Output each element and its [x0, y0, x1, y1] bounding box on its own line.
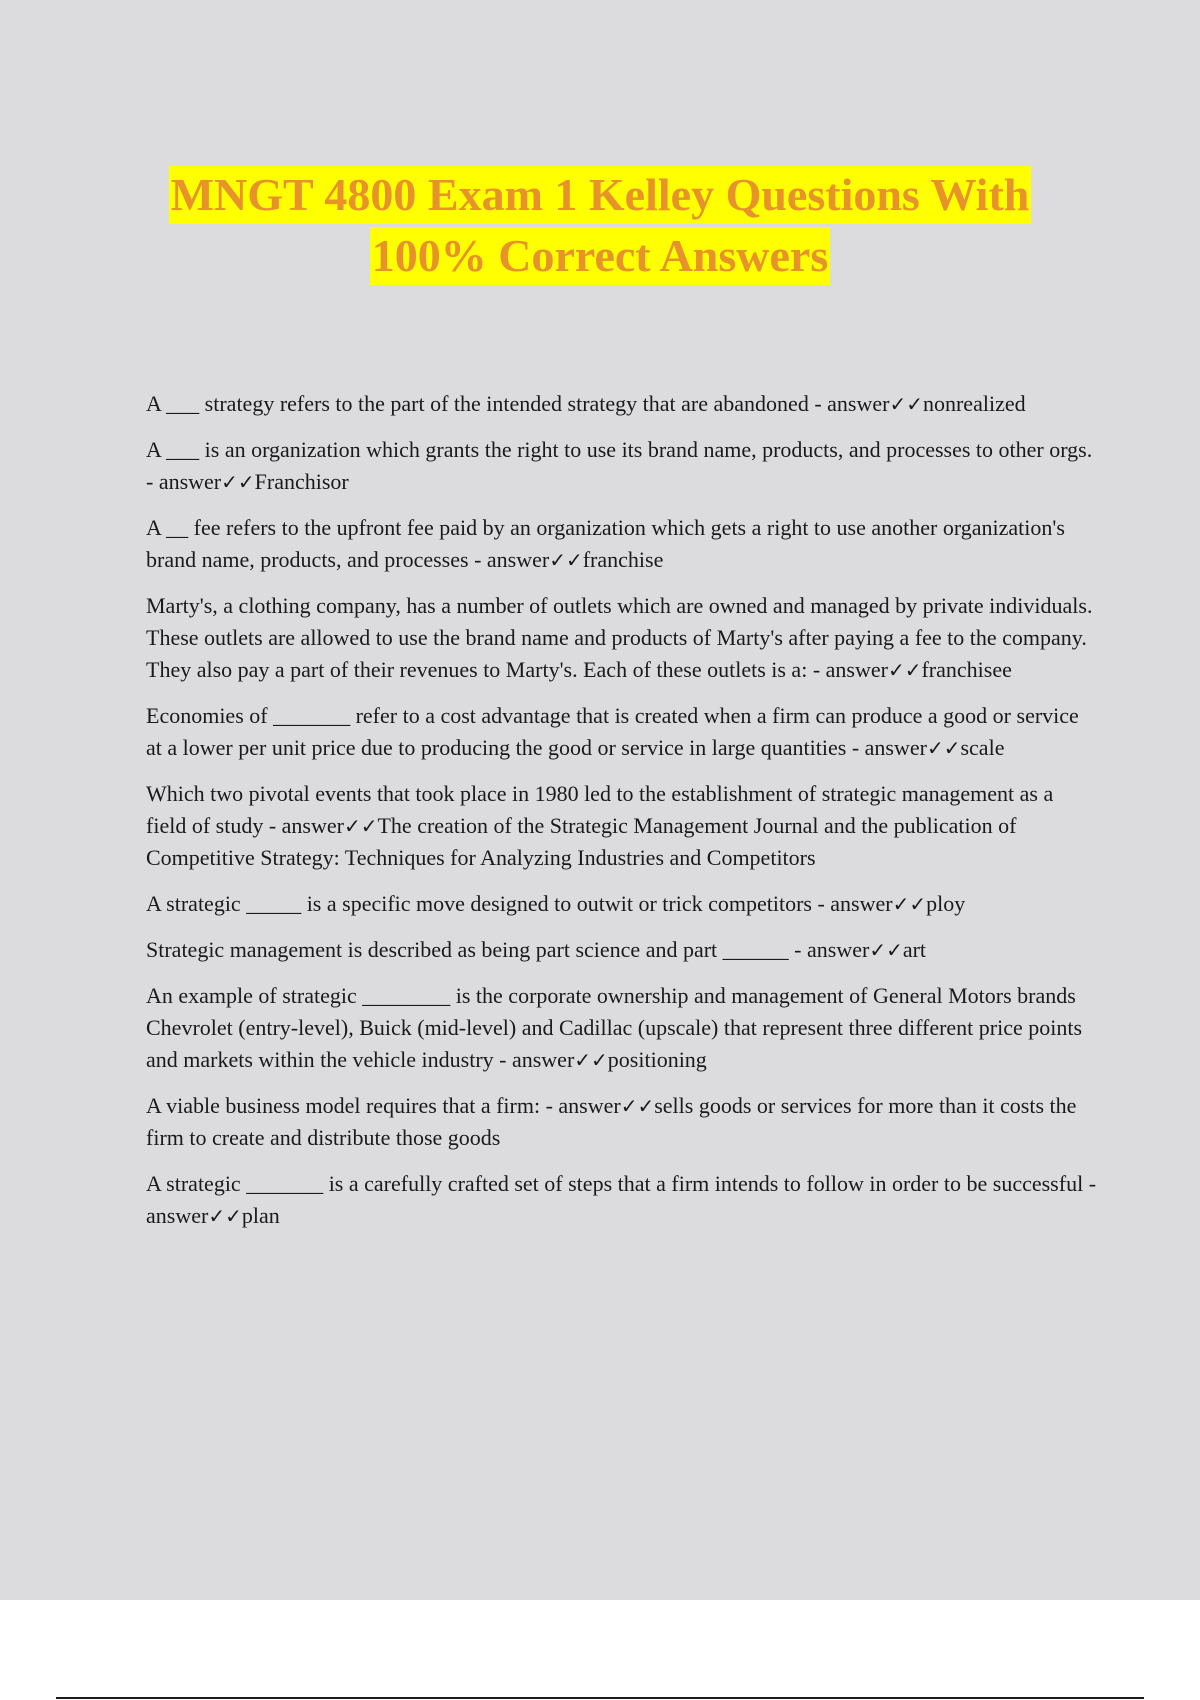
question-text: Economies of _______ refer to a cost advantage that is created when a firm can produce a good or service at a lower per unit price due to producing the good or service in large quantities [146, 703, 1079, 760]
qa-item [146, 778, 1096, 874]
qa-item [146, 1168, 1102, 1232]
qa-item [146, 700, 1096, 764]
question-text: A viable business model requires that a firm: [146, 1093, 541, 1118]
double-check-icon: ✓✓ [869, 938, 903, 962]
answer-marker: - answer [146, 1171, 1102, 1228]
answer-text: Franchisor [254, 469, 349, 494]
question-text: Strategic management is described as being part science and part ______ [146, 937, 789, 962]
double-check-icon: ✓✓ [887, 658, 922, 682]
qa-item [146, 388, 1096, 420]
answer-marker: - answer [788, 937, 870, 962]
answer-marker: - answer [263, 813, 344, 838]
document-title [0, 166, 1200, 288]
double-check-icon: ✓✓ [343, 814, 378, 838]
question-list [146, 388, 1102, 1246]
answer-text: The creation of the Strategic Management Journal and the publication of Competitive Strategy: Techniques for Analyzing Industries and Competitors [146, 813, 1017, 870]
answer-text: plan [241, 1203, 280, 1228]
question-text: A ___ is an organization which grants the right to use its brand name, products, and processes to other orgs. [146, 437, 1093, 462]
double-check-icon: ✓✓ [889, 392, 923, 416]
answer-marker: - answer [540, 1093, 621, 1118]
answer-text: art [902, 937, 927, 962]
question-text: Which two pivotal events that took place in 1980 led to the establishment of strategic management as a field of study [146, 781, 1054, 838]
footer-divider [56, 1697, 1144, 1699]
double-check-icon: ✓✓ [208, 1204, 242, 1228]
title-line-1: MNGT 4800 Exam 1 Kelley Questions With [169, 166, 1032, 224]
qa-item [146, 590, 1096, 686]
qa-item [146, 980, 1096, 1076]
double-check-icon: ✓✓ [620, 1094, 655, 1118]
qa-item [146, 934, 1096, 966]
double-check-icon: ✓✓ [221, 470, 255, 494]
answer-text: sells goods or services for more than it costs the firm to create and distribute those goods [146, 1093, 1077, 1150]
question-text: An example of strategic ________ is the corporate ownership and management of General Motors brands Chevrolet (entry-level), Buick (mid-level) and Cadillac (upscale) that represent three different price points and markets within the vehicle industry [146, 983, 1083, 1072]
double-check-icon: ✓✓ [574, 1048, 608, 1072]
qa-item [146, 888, 1096, 920]
answer-marker: - answer [811, 891, 893, 916]
question-text: A strategic _______ is a carefully crafted set of steps that a firm intends to follow in order to be successful [146, 1171, 1084, 1196]
question-text: A ___ strategy refers to the part of the intended strategy that are abandoned [146, 391, 809, 416]
answer-marker: - answer [468, 547, 550, 572]
answer-text: positioning [607, 1047, 707, 1072]
double-check-icon: ✓✓ [892, 892, 927, 916]
qa-item [146, 512, 1096, 576]
question-text: Marty's, a clothing company, has a number of outlets which are owned and managed by private individuals. These outlets are allowed to use the brand name and products of Marty's after paying a fee to the company. They also pay a part of their revenues to Marty's. Each of these outlets is a: [146, 593, 1093, 682]
answer-marker: - answer [493, 1047, 575, 1072]
double-check-icon: ✓✓ [926, 736, 961, 760]
qa-item [146, 1090, 1096, 1154]
answer-text: ploy [926, 891, 966, 916]
title-line-2: 100% Correct Answers [370, 227, 831, 285]
answer-marker: - answer [807, 657, 888, 682]
answer-marker: - answer [146, 437, 1098, 494]
answer-text: scale [960, 735, 1005, 760]
answer-marker: - answer [846, 735, 927, 760]
question-text: A __ fee refers to the upfront fee paid by an organization which gets a right to use another organization's brand name, products, and processes [146, 515, 1065, 572]
answer-text: franchisee [921, 657, 1012, 682]
question-text: A strategic _____ is a specific move designed to outwit or trick competitors [146, 891, 812, 916]
qa-item [146, 434, 1096, 498]
answer-text: franchise [582, 547, 664, 572]
answer-text: nonrealized [922, 391, 1026, 416]
double-check-icon: ✓✓ [549, 548, 583, 572]
answer-marker: - answer [808, 391, 890, 416]
